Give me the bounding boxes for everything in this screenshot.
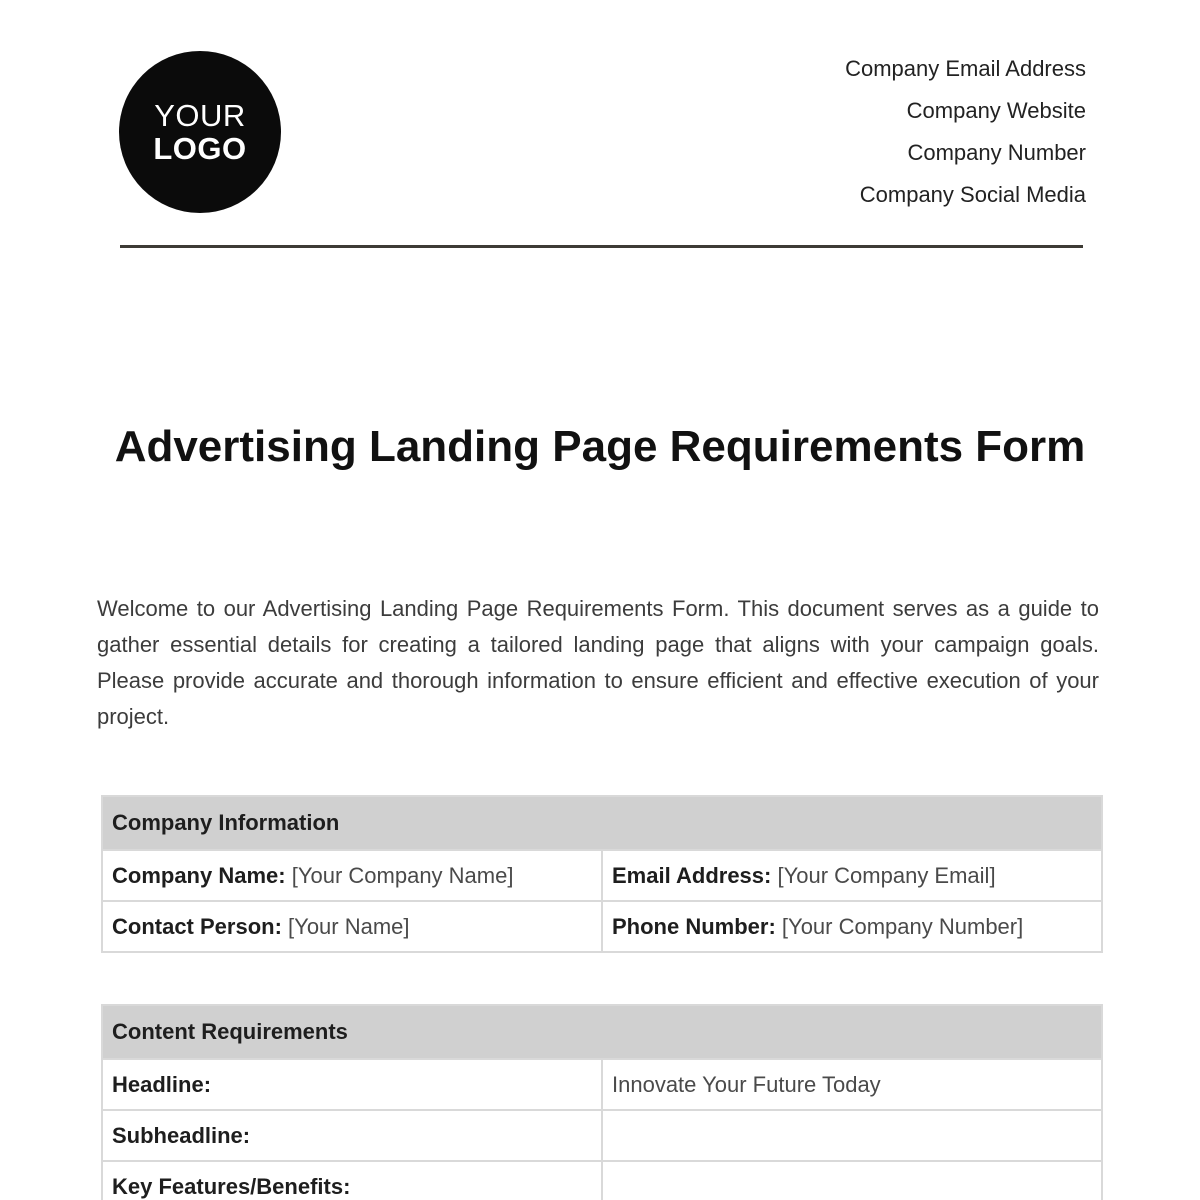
table-row — [102, 901, 1102, 952]
header-divider — [120, 245, 1083, 248]
company-name-value: [Your Company Name] — [291, 862, 514, 888]
company-logo — [119, 51, 281, 213]
contact-person-cell[interactable] — [102, 901, 602, 952]
contact-person-label: Contact Person: — [112, 913, 282, 939]
company-name-label: Company Name: — [112, 862, 286, 888]
table-row — [102, 1059, 1102, 1110]
company-information-heading: Company Information — [102, 796, 1102, 850]
key-features-value[interactable] — [602, 1161, 1102, 1200]
company-website: Company Website — [906, 98, 1086, 123]
email-address-value: [Your Company Email] — [777, 862, 996, 888]
company-name-cell[interactable] — [102, 850, 602, 901]
phone-number-value: [Your Company Number] — [781, 913, 1024, 939]
phone-number-label: Phone Number: — [612, 913, 776, 939]
table-row — [102, 1161, 1102, 1200]
subheadline-label: Subheadline: — [102, 1110, 602, 1161]
table-row — [102, 1110, 1102, 1161]
document-title: Advertising Landing Page Requirements Form — [114, 422, 1086, 471]
content-requirements-heading: Content Requirements — [102, 1005, 1102, 1059]
email-address-cell[interactable] — [602, 850, 1102, 901]
content-requirements-table — [101, 1004, 1103, 1200]
key-features-label: Key Features/Benefits: — [102, 1161, 602, 1200]
logo-line-2: LOGO — [153, 131, 247, 166]
phone-number-cell[interactable] — [602, 901, 1102, 952]
company-email: Company Email Address — [845, 56, 1086, 81]
headline-value[interactable]: Innovate Your Future Today — [602, 1059, 1102, 1110]
table-section-header — [102, 1005, 1102, 1059]
email-address-label: Email Address: — [612, 862, 772, 888]
company-information-table — [101, 795, 1103, 953]
company-number: Company Number — [907, 140, 1086, 165]
intro-paragraph: Welcome to our Advertising Landing Page Requirements Form. This document serves as a guide to gather essential details for creating a tailored landing page that aligns with your campaign goals. Please provide accurate and thorough information to ensure efficient and effective execution of your project. — [97, 596, 1099, 729]
contact-person-value: [Your Name] — [288, 913, 410, 939]
table-section-header — [102, 796, 1102, 850]
company-social-media: Company Social Media — [859, 182, 1086, 207]
subheadline-value[interactable] — [602, 1110, 1102, 1161]
table-row — [102, 850, 1102, 901]
headline-label: Headline: — [102, 1059, 602, 1110]
company-contact-block — [845, 53, 1086, 221]
logo-line-1: YOUR — [154, 98, 246, 133]
